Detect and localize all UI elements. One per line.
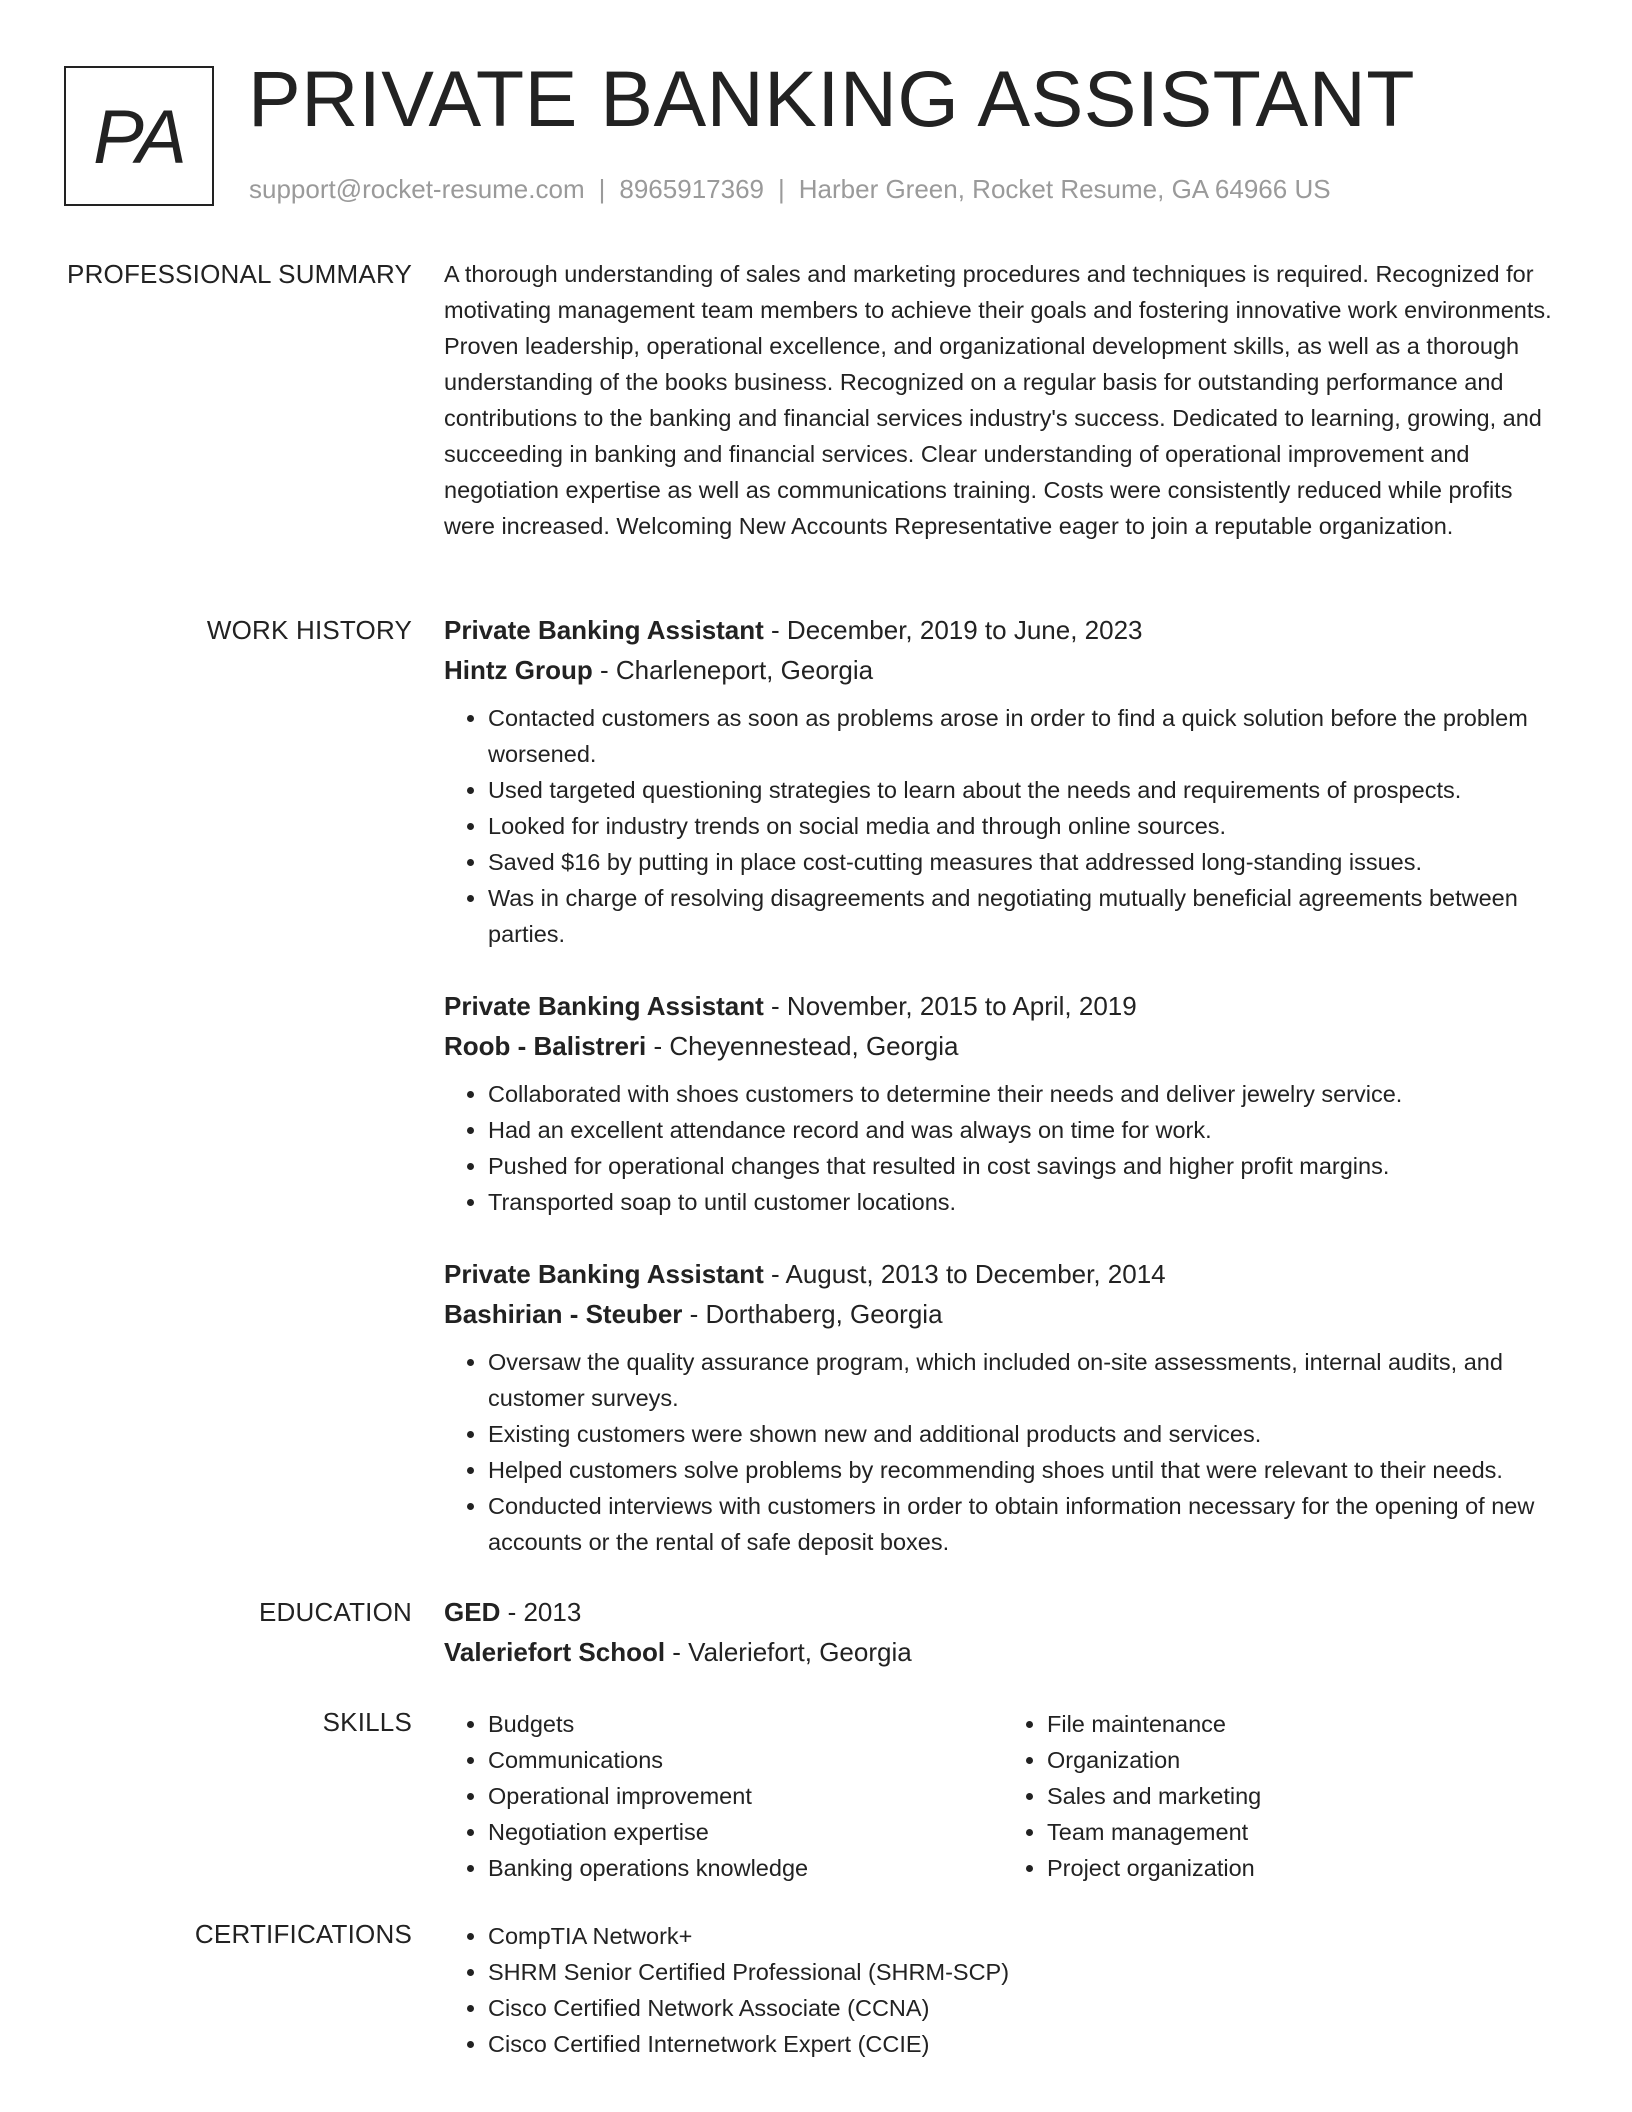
job-location: - Dorthaberg, Georgia: [682, 1299, 943, 1329]
job-dates: - November, 2015 to April, 2019: [763, 991, 1137, 1021]
list-item: • Communications: [488, 1742, 1003, 1778]
education-school-line: [444, 1632, 1562, 1672]
contact-email: support@rocket-resume.com: [249, 174, 585, 204]
job-entry: [444, 1254, 1562, 1560]
job-company-line: [444, 650, 1562, 690]
job-title-line: [444, 610, 1562, 650]
list-item: • Had an excellent attendance record and was always on time for work.: [488, 1112, 1562, 1148]
list-item: • Pushed for operational changes that resulted in cost savings and higher profit margins.: [488, 1148, 1562, 1184]
job-entry: [444, 610, 1562, 952]
job-title: Private Banking Assistant: [444, 615, 764, 645]
list-item: • File maintenance: [1047, 1706, 1562, 1742]
list-item: • Transported soap to until customer locations.: [488, 1184, 1562, 1220]
section-label-education: EDUCATION: [259, 1597, 412, 1627]
summary-body: [444, 256, 1562, 544]
list-item: • Oversaw the quality assurance program, which included on-site assessments, internal audits, and customer surveys.: [488, 1344, 1562, 1416]
list-item: • Helped customers solve problems by recommending shoes until that were relevant to their needs.: [488, 1452, 1562, 1488]
job-dates: - August, 2013 to December, 2014: [763, 1259, 1166, 1289]
monogram-badge: [64, 66, 214, 206]
contact-phone: 8965917369: [619, 174, 764, 204]
list-item: • Collaborated with shoes customers to determine their needs and deliver jewelry service.: [488, 1076, 1562, 1112]
section-label-summary: PROFESSIONAL SUMMARY: [67, 259, 412, 289]
job-company: Hintz Group: [444, 655, 593, 685]
monogram-initials: PA: [93, 95, 185, 180]
contact-separator: |: [778, 174, 785, 204]
summary-text: A thorough understanding of sales and marketing procedures and techniques is required. Recognized for motivating management team members to achieve their goals and fostering innovative work environments. Proven leadership, operational excellence, and organizational development skills, as well as a thorough understanding of the books business. Recognized on a regular basis for outstanding performance and contributions to the banking and financial services industry's success. Dedicated to learning, growing, and succeeding in banking and financial services. Clear understanding of operational improvement and negotiation expertise as well as communications training. Costs were consistently reduced while profits were increased. Welcoming New Accounts Representative eager to join a reputable organization.: [444, 261, 1552, 539]
education-degree-line: [444, 1592, 1562, 1632]
list-item: • SHRM Senior Certified Professional (SHRM-SCP): [488, 1954, 1562, 1990]
list-item: • Organization: [1047, 1742, 1562, 1778]
certifications-list: [444, 1918, 1562, 2062]
list-item: • Looked for industry trends on social media and through online sources.: [488, 808, 1562, 844]
list-item: • Operational improvement: [488, 1778, 1003, 1814]
list-item: • Sales and marketing: [1047, 1778, 1562, 1814]
list-item: • Was in charge of resolving disagreements and negotiating mutually beneficial agreements between parties.: [488, 880, 1562, 952]
job-company-line: [444, 1026, 1562, 1066]
job-title-line: [444, 1254, 1562, 1294]
list-item: • Negotiation expertise: [488, 1814, 1003, 1850]
job-title: Private Banking Assistant: [444, 991, 764, 1021]
job-bullets: [444, 1344, 1562, 1560]
job-title-line: [444, 986, 1562, 1026]
contact-address: Harber Green, Rocket Resume, GA 64966 US: [798, 174, 1331, 204]
certifications-body: [444, 1918, 1562, 2062]
job-company-line: [444, 1294, 1562, 1334]
job-location: - Charleneport, Georgia: [592, 655, 874, 685]
list-item: • Existing customers were shown new and additional products and services.: [488, 1416, 1562, 1452]
section-label-certifications: CERTIFICATIONS: [194, 1919, 412, 1949]
job-dates: - December, 2019 to June, 2023: [763, 615, 1143, 645]
education-body: [444, 1592, 1562, 1672]
education-location: - Valeriefort, Georgia: [665, 1637, 912, 1667]
list-item: • CompTIA Network+: [488, 1918, 1562, 1954]
skills-list-right: [1003, 1706, 1562, 1886]
contact-line: [249, 174, 1331, 205]
education-year: - 2013: [500, 1597, 582, 1627]
education-school: Valeriefort School: [444, 1637, 666, 1667]
skills-body: [444, 1706, 1562, 1886]
job-entry: [444, 986, 1562, 1220]
list-item: • Saved $16 by putting in place cost-cutting measures that addressed long-standing issues.: [488, 844, 1562, 880]
job-company: Roob - Balistreri: [444, 1031, 647, 1061]
job-location: - Cheyennestead, Georgia: [646, 1031, 959, 1061]
list-item: • Team management: [1047, 1814, 1562, 1850]
skills-columns: [444, 1706, 1562, 1886]
job-title: Private Banking Assistant: [444, 1259, 764, 1289]
list-item: • Used targeted questioning strategies to learn about the needs and requirements of prospects.: [488, 772, 1562, 808]
list-item: • Cisco Certified Internetwork Expert (CCIE): [488, 2026, 1562, 2062]
education-degree: GED: [444, 1597, 501, 1627]
contact-separator: |: [598, 174, 606, 204]
list-item: • Conducted interviews with customers in order to obtain information necessary for the opening of new accounts or the rental of safe deposit boxes.: [488, 1488, 1562, 1560]
resume-title: PRIVATE BANKING ASSISTANT: [248, 54, 1416, 143]
skills-list-left: [444, 1706, 1003, 1886]
section-label-skills: SKILLS: [322, 1707, 412, 1737]
job-bullets: [444, 1076, 1562, 1220]
work-body: [444, 610, 1562, 1560]
list-item: • Project organization: [1047, 1850, 1562, 1886]
job-company: Bashirian - Steuber: [444, 1299, 683, 1329]
list-item: • Budgets: [488, 1706, 1003, 1742]
job-bullets: [444, 700, 1562, 952]
list-item: • Banking operations knowledge: [488, 1850, 1003, 1886]
list-item: • Cisco Certified Network Associate (CCNA): [488, 1990, 1562, 2026]
list-item: • Contacted customers as soon as problems arose in order to find a quick solution before the problem worsened.: [488, 700, 1562, 772]
section-label-work: WORK HISTORY: [206, 615, 412, 645]
